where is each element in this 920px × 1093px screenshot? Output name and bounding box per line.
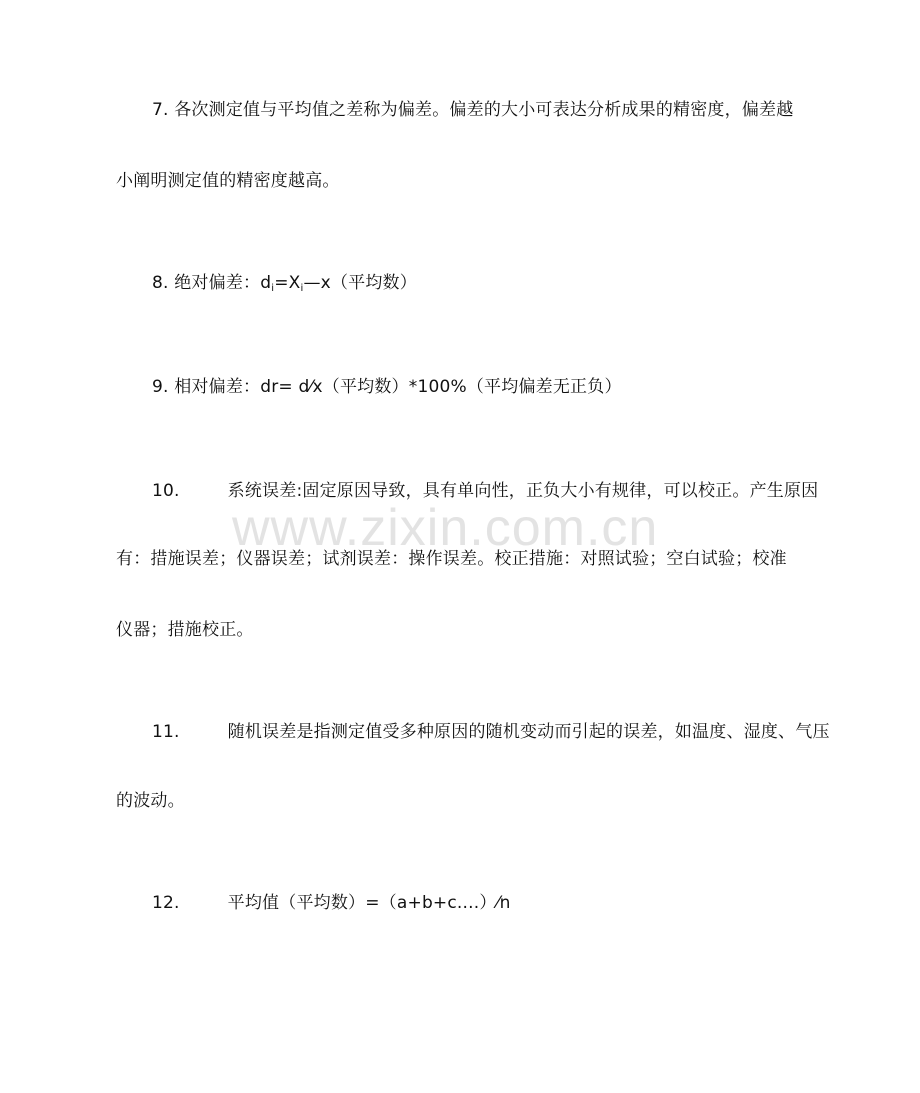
paragraph-12 <box>152 892 511 914</box>
absolute-deviation-prefix: 8. 绝对偏差：d <box>152 273 272 293</box>
paragraph-11-number: 11. <box>152 722 180 742</box>
paragraph-7-line-1: 7. 各次测定值与平均值之差称为偏差。偏差的大小可表达分析成果的精密度，偏差越 <box>152 100 794 120</box>
absolute-deviation-suffix: —x（平均数） <box>303 273 417 293</box>
paragraph-10-line-2: 有：措施误差；仪器误差；试剂误差：操作误差。校正措施：对照试验；空白试验；校准 <box>116 549 787 569</box>
paragraph-11-line-1 <box>152 721 830 743</box>
paragraph-10-number: 10. <box>152 481 180 501</box>
subscript-i: i <box>271 283 275 294</box>
paragraph-10-line-1 <box>152 480 818 502</box>
paragraph-9: 9. 相对偏差：dr= d⁄x（平均数）*100%（平均偏差无正负） <box>152 377 622 397</box>
paragraph-10-line-3: 仪器；措施校正。 <box>116 620 254 640</box>
paragraph-8 <box>152 272 417 300</box>
paragraph-10-text: 系统误差:固定原因导致，具有单向性，正负大小有规律，可以校正。产生原因 <box>227 481 819 501</box>
subscript-i: i <box>300 283 304 294</box>
paragraph-7-line-2: 小阐明测定值的精密度越高。 <box>116 171 340 191</box>
paragraph-11-line-2: 的波动。 <box>116 791 185 811</box>
watermark: www.zixin.com.cn <box>232 499 659 557</box>
paragraph-12-text: 平均值（平均数）=（a+b+c....）⁄n <box>227 893 511 913</box>
paragraph-11-text: 随机误差是指测定值受多种原因的随机变动而引起的误差，如温度、湿度、气压 <box>227 722 830 742</box>
absolute-deviation-middle: =X <box>274 273 301 293</box>
paragraph-12-number: 12. <box>152 893 180 913</box>
